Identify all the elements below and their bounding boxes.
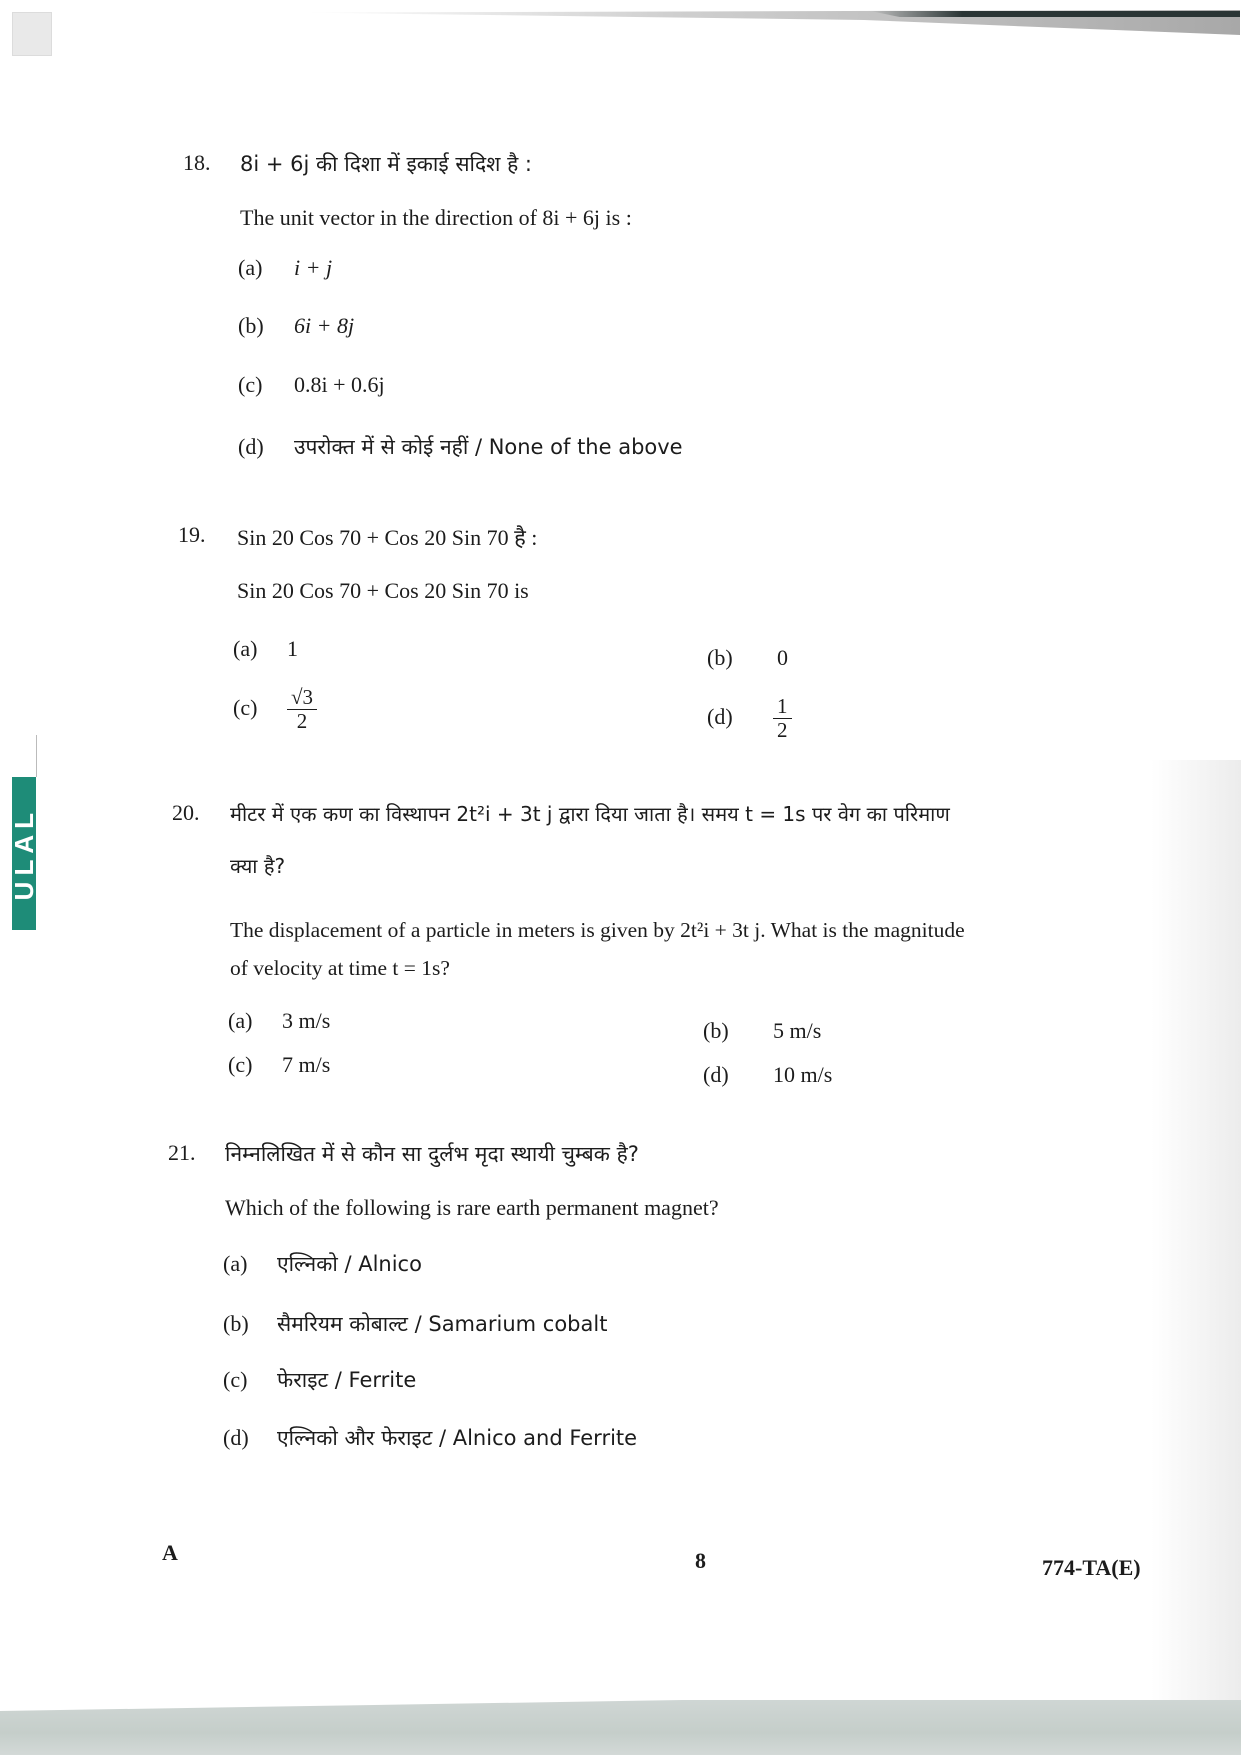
scan-bottom-band	[0, 1700, 1241, 1755]
option-b[interactable]: (b) 6i + 8j	[238, 313, 355, 338]
option-a[interactable]: (a) एल्निको / Alnico	[223, 1251, 422, 1276]
footer-page-number: 8	[695, 1548, 706, 1573]
option-d[interactable]: (d) 10 m/s	[703, 1062, 833, 1087]
option-a[interactable]: (a) i + j	[238, 255, 333, 280]
option-d[interactable]: (d) उपरोक्त में से कोई नहीं / None of the above	[238, 434, 683, 459]
question-hindi: 8i + 6j की दिशा में इकाई सदिश है :	[240, 152, 532, 176]
question-english: The unit vector in the direction of 8i + 6j is :	[240, 205, 632, 230]
question-hindi: निम्नलिखित में से कौन सा दुर्लभ मृदा स्थायी चुम्बक है?	[225, 1142, 639, 1166]
option-b[interactable]: (b) सैमरियम कोबाल्ट / Samarium cobalt	[223, 1311, 608, 1336]
question-english: Sin 20 Cos 70 + Cos 20 Sin 70 is	[237, 578, 529, 603]
question-hindi: Sin 20 Cos 70 + Cos 20 Sin 70 है :	[237, 525, 538, 550]
scan-top-edge	[870, 11, 1240, 17]
question-number: 20.	[172, 800, 200, 825]
question-hindi-line2: क्या है?	[230, 854, 286, 878]
question-number: 19.	[178, 522, 206, 547]
option-c[interactable]: (c) फेराइट / Ferrite	[223, 1367, 417, 1392]
question-hindi-line1: मीटर में एक कण का विस्थापन 2t²i + 3t j द्वारा दिया जाता है। समय t = 1s पर वेग का परिमाण	[230, 802, 950, 826]
option-d[interactable]: (d) एल्निको और फेराइट / Alnico and Ferrite	[223, 1425, 638, 1450]
question-number: 18.	[183, 150, 211, 175]
side-divider	[36, 735, 37, 777]
option-b[interactable]: (b) 5 m/s	[703, 1018, 822, 1043]
scan-corner-mark	[12, 12, 52, 56]
option-a[interactable]: (a) 3 m/s	[228, 1008, 331, 1033]
footer-paper-code: 774-TA(E)	[1042, 1555, 1141, 1580]
question-english-line1: The displacement of a particle in meters is given by 2t²i + 3t j. What is the magnitude	[230, 918, 965, 942]
option-b[interactable]: (b) 0	[707, 645, 788, 670]
scan-right-shade	[1151, 760, 1241, 1700]
option-c[interactable]: (c) 0.8i + 0.6j	[238, 372, 385, 397]
fraction: $\frac{√3}{2}$	[287, 686, 317, 733]
question-english-line2: of velocity at time t = 1s?	[230, 956, 450, 980]
option-c[interactable]: (c) 7 m/s	[228, 1052, 331, 1077]
option-c[interactable]: (c) $\frac{√3}{2}$	[233, 686, 317, 733]
option-a[interactable]: (a) 1	[233, 636, 298, 661]
fraction: $\frac{1}{2}$	[773, 695, 792, 742]
question-english: Which of the following is rare earth permanent magnet?	[225, 1195, 719, 1220]
side-color-tab: ULAL	[12, 777, 36, 930]
option-d[interactable]: (d) $\frac{1}{2}$	[707, 695, 792, 742]
footer-set-label: A	[162, 1540, 178, 1565]
question-number: 21.	[168, 1140, 196, 1165]
